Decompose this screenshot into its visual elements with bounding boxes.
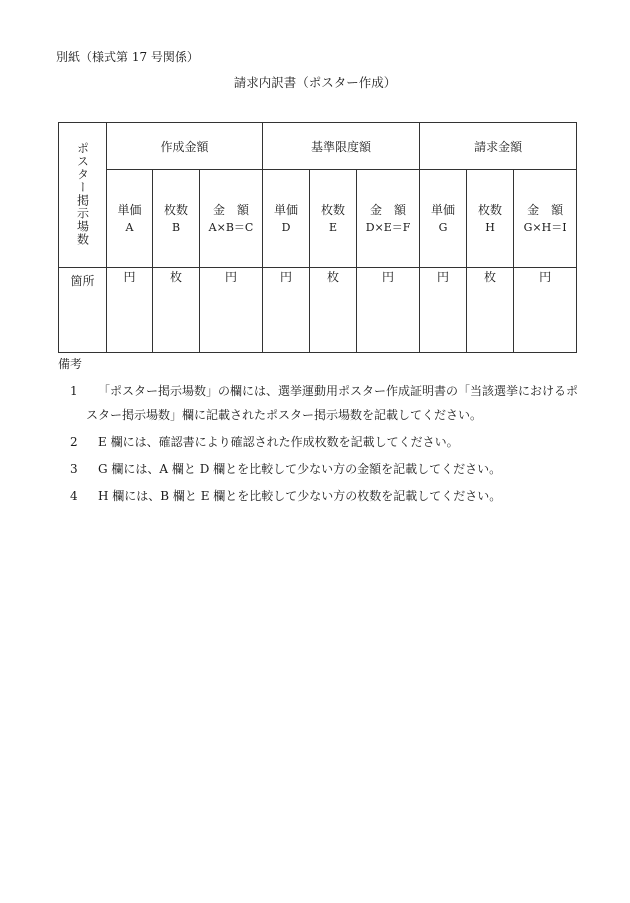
note-item: 4 H 欄には、B 欄と E 欄とを比較して少ない方の枚数を記載してください。 bbox=[70, 489, 502, 503]
subheader-cell: 単価 D bbox=[263, 170, 310, 268]
unit-cell-places[interactable]: 箇所 bbox=[59, 268, 107, 353]
subheader-cell: 金 額 G×H＝I bbox=[514, 170, 577, 268]
unit-cell[interactable]: 円 bbox=[107, 268, 153, 353]
unit-cell[interactable]: 円 bbox=[420, 268, 467, 353]
form-caption: 別紙（様式第 17 号関係） bbox=[56, 50, 199, 64]
unit-cell[interactable]: 円 bbox=[514, 268, 577, 353]
subheader-cell: 金 額 A×B＝C bbox=[200, 170, 263, 268]
group-header-claim-amount: 請求金額 bbox=[420, 123, 577, 170]
invoice-table bbox=[58, 122, 577, 353]
group-header-standard-limit: 基準限度額 bbox=[263, 123, 420, 170]
note-item: 1 「ポスター掲示場数」の欄には、選挙運動用ポスター作成証明書の「当該選挙におけるポ bbox=[70, 384, 579, 398]
unit-cell[interactable]: 枚 bbox=[153, 268, 200, 353]
note-item-continuation: スター掲示場数」欄に記載されたポスター掲示場数を記載してください。 bbox=[86, 408, 483, 422]
note-item: 3 G 欄には、A 欄と D 欄とを比較して少ない方の金額を記載してください。 bbox=[70, 462, 502, 476]
place-count-header: ポスター掲示場数 bbox=[59, 123, 107, 268]
page-title: 請求内訳書（ポスター作成） bbox=[233, 75, 397, 90]
subheader-cell: 金 額 D×E＝F bbox=[357, 170, 420, 268]
unit-cell[interactable]: 円 bbox=[357, 268, 420, 353]
note-item: 2 E 欄には、確認書により確認された作成枚数を記載してください。 bbox=[70, 435, 459, 449]
group-header-creation-amount: 作成金額 bbox=[107, 123, 263, 170]
unit-cell[interactable]: 円 bbox=[263, 268, 310, 353]
subheader-cell: 単価 A bbox=[107, 170, 153, 268]
notes-heading: 備考 bbox=[58, 357, 83, 371]
unit-cell[interactable]: 枚 bbox=[467, 268, 514, 353]
subheader-cell: 単価 G bbox=[420, 170, 467, 268]
subheader-cell: 枚数 E bbox=[310, 170, 357, 268]
subheader-cell: 枚数 H bbox=[467, 170, 514, 268]
notes-section bbox=[58, 355, 588, 514]
unit-cell[interactable]: 枚 bbox=[310, 268, 357, 353]
subheader-cell: 枚数 B bbox=[153, 170, 200, 268]
unit-cell[interactable]: 円 bbox=[200, 268, 263, 353]
